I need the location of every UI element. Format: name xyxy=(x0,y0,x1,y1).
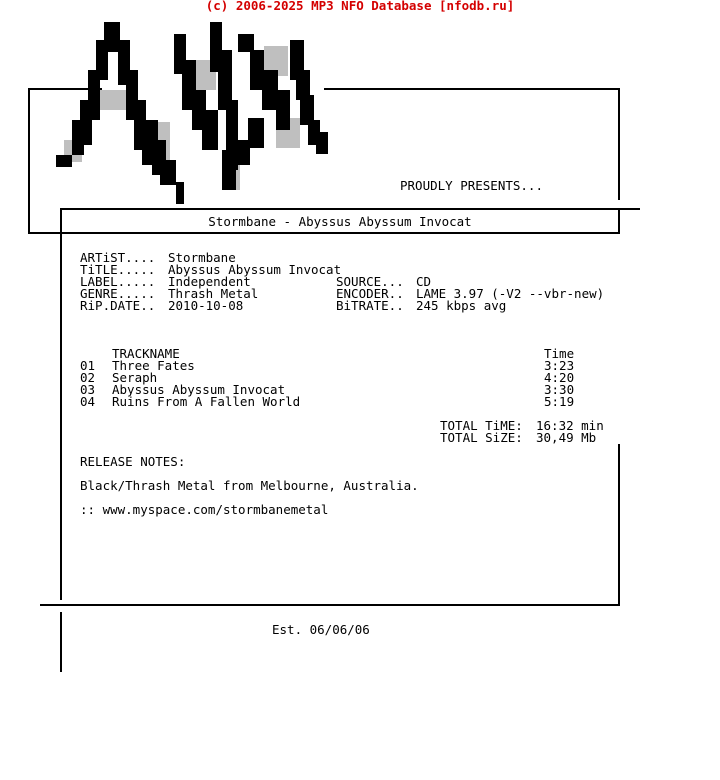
encoder-label: ENCODER.. xyxy=(336,286,404,301)
tracklist-header-name: TRACKNAME xyxy=(112,346,180,361)
title-label: TiTLE..... xyxy=(80,262,156,277)
release-title-bar: Stormbane - Abyssus Abyssum Invocat xyxy=(208,214,472,229)
genre-label: GENRE..... xyxy=(80,286,156,301)
release-notes-heading: RELEASE NOTES: xyxy=(80,454,186,469)
source-label: SOURCE... xyxy=(336,274,404,289)
bitrate-value: 245 kbps avg xyxy=(416,298,507,313)
track-number: 04 xyxy=(80,394,96,409)
myspace-link: :: www.myspace.com/stormbanemetal xyxy=(80,502,329,517)
total-time-value: 16:32 min xyxy=(536,418,604,433)
bitrate-label: BiTRATE.. xyxy=(336,298,404,313)
track-time: 3:23 xyxy=(544,358,575,373)
track-time: 3:30 xyxy=(544,382,575,397)
track-name: Seraph xyxy=(112,370,158,385)
genre-value: Thrash Metal xyxy=(168,286,259,301)
track-number: 03 xyxy=(80,382,96,397)
track-name: Abyssus Abyssum Invocat xyxy=(112,382,286,397)
tracklist-header-time: Time xyxy=(544,346,575,361)
track-time: 4:20 xyxy=(544,370,575,385)
source-value: CD xyxy=(416,274,432,289)
track-number: 01 xyxy=(80,358,96,373)
ripdate-value: 2010-10-08 xyxy=(168,298,244,313)
copyright-notice: (c) 2006-2025 MP3 NFO Database [nfodb.ru] xyxy=(205,0,515,13)
track-name: Three Fates xyxy=(112,358,195,373)
label-label: LABEL..... xyxy=(80,274,156,289)
artist-value: Stormbane xyxy=(168,250,236,265)
ripdate-label: RiP.DATE.. xyxy=(80,298,156,313)
title-value: Abyssus Abyssum Invocat xyxy=(168,262,342,277)
total-size-value: 30,49 Mb xyxy=(536,430,597,445)
track-time: 5:19 xyxy=(544,394,575,409)
track-number: 02 xyxy=(80,370,96,385)
release-notes-text: Black/Thrash Metal from Melbourne, Australia. xyxy=(80,478,419,493)
total-time-label: TOTAL TiME: xyxy=(440,418,523,433)
encoder-value: LAME 3.97 (-V2 --vbr-new) xyxy=(416,286,605,301)
total-size-label: TOTAL SiZE: xyxy=(440,430,523,445)
presents-text: PROUDLY PRESENTS... xyxy=(400,178,543,193)
label-value: Independent xyxy=(168,274,251,289)
artist-label: ARTiST.... xyxy=(80,250,156,265)
established-date: Est. 06/06/06 xyxy=(272,622,370,637)
track-name: Ruins From A Fallen World xyxy=(112,394,301,409)
